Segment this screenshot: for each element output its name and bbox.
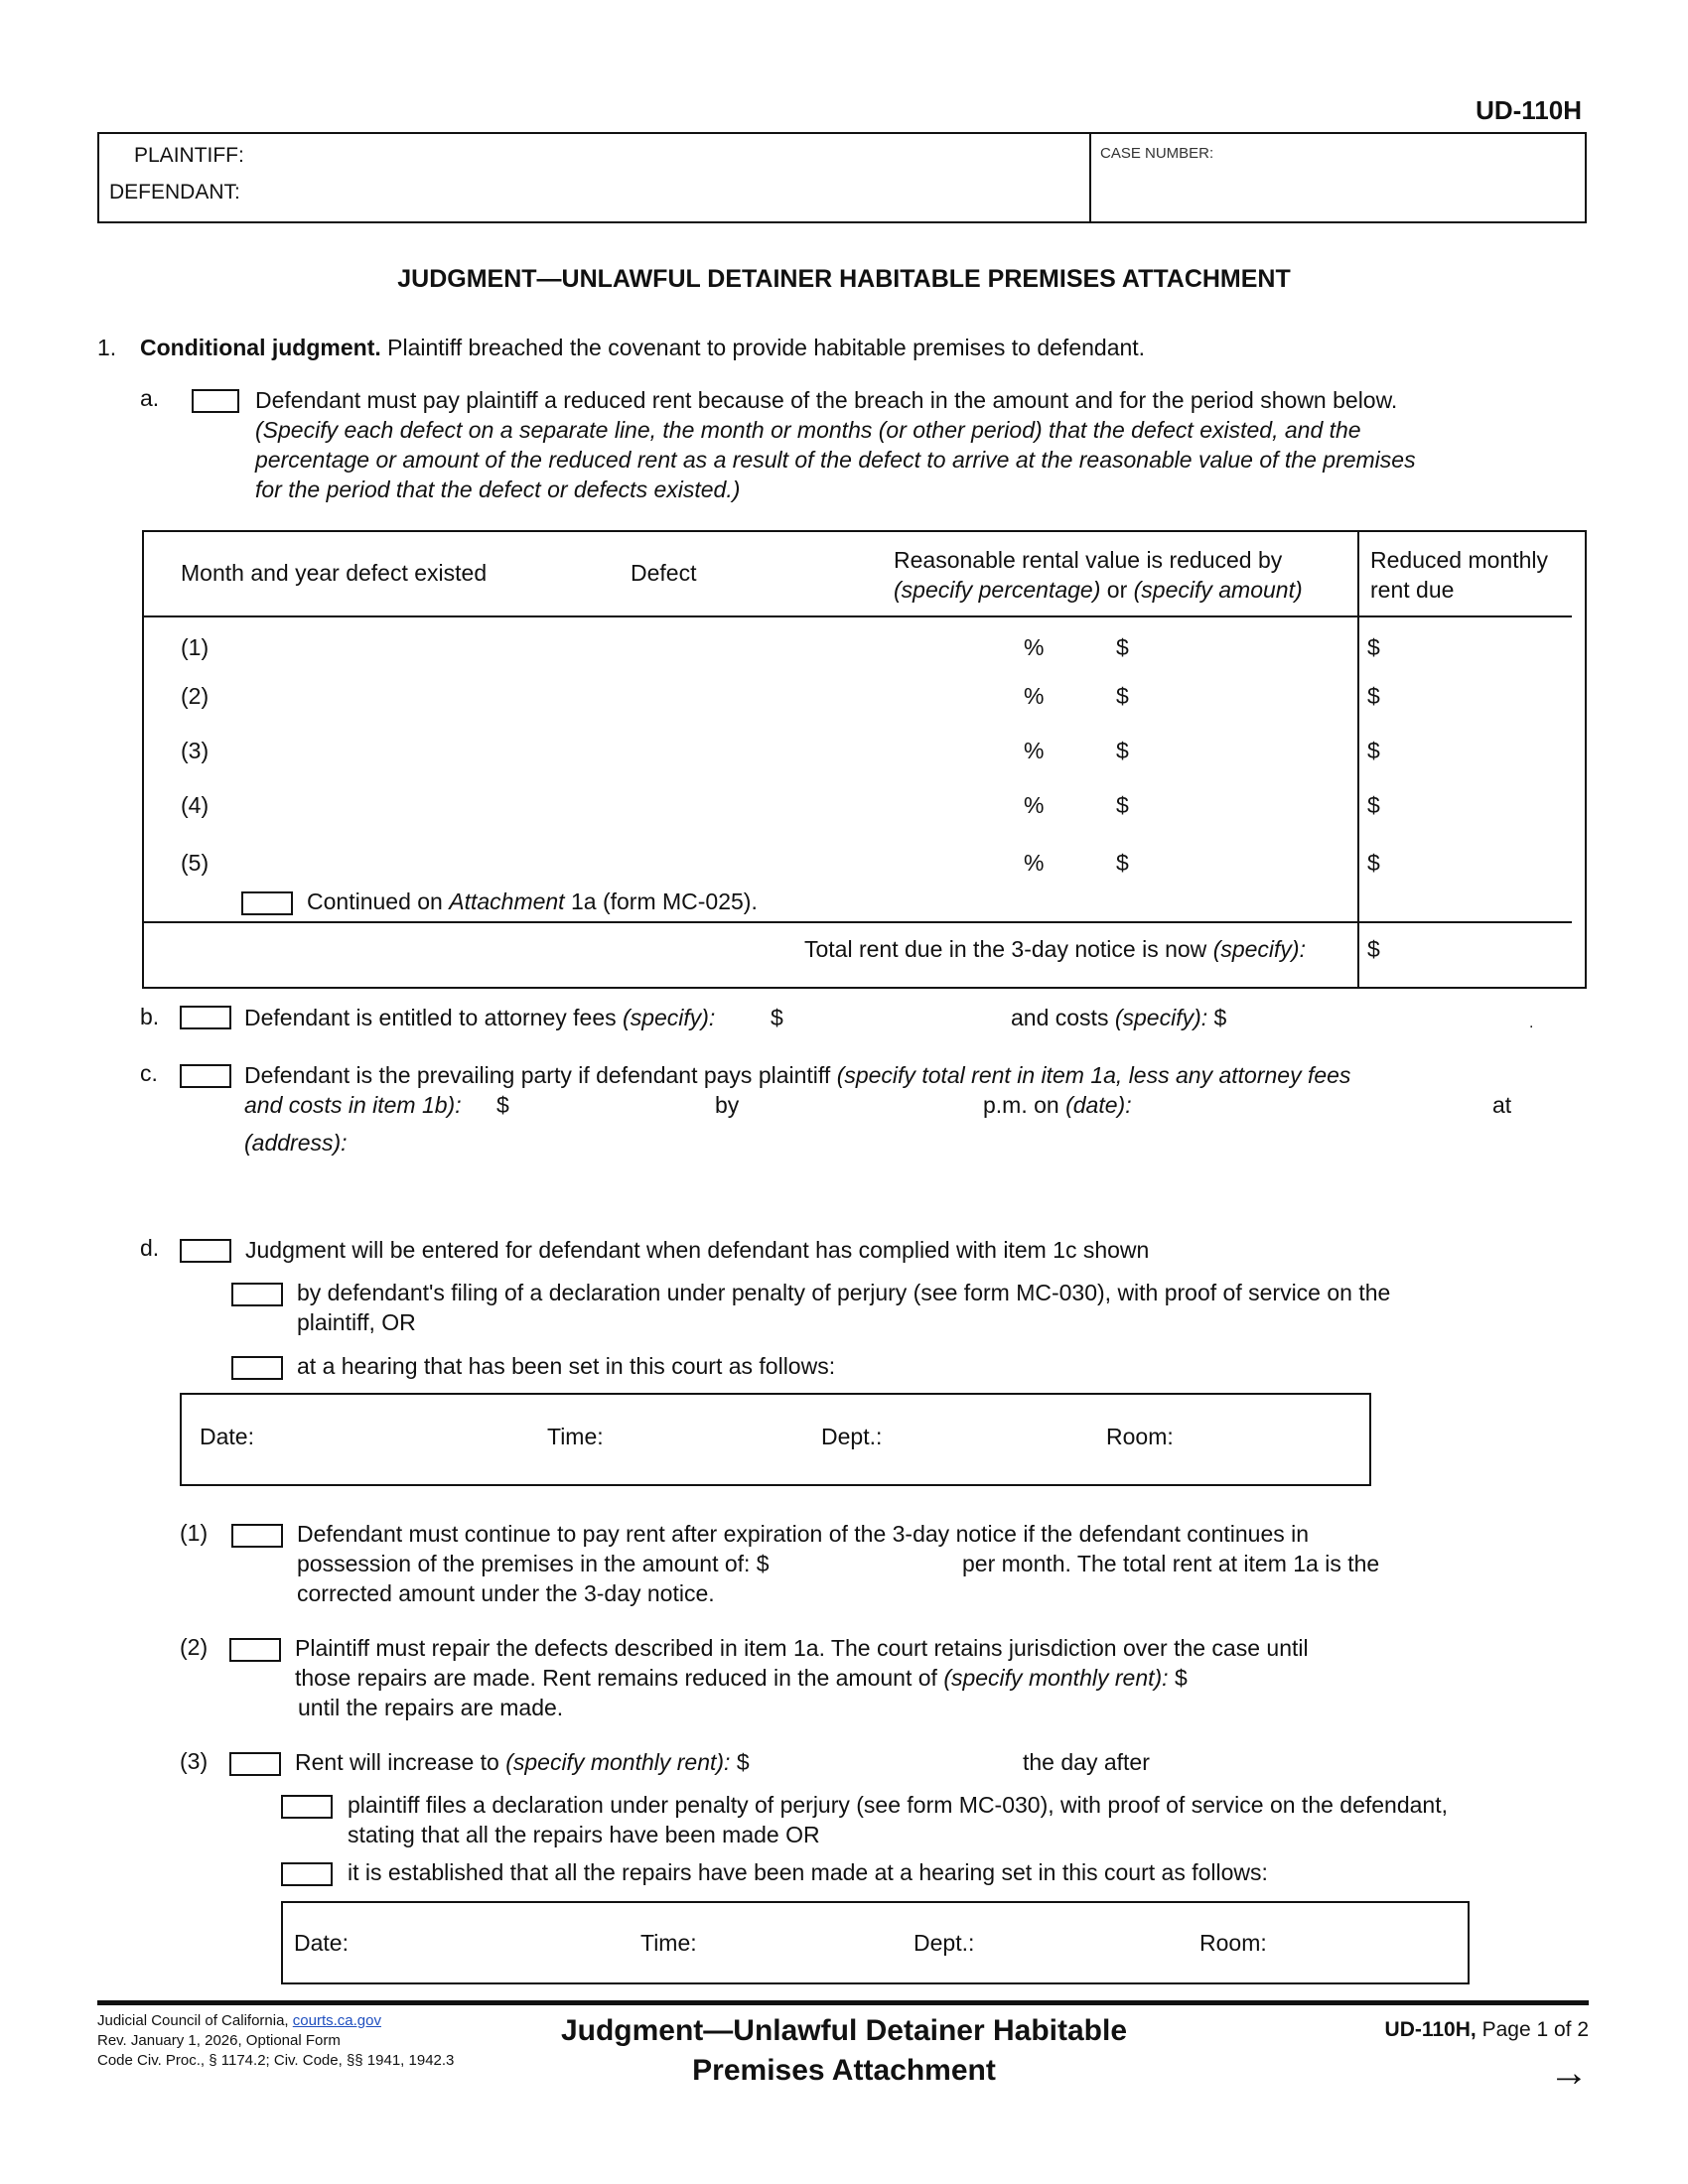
pct-sign: % (1024, 792, 1045, 818)
amount-dollar: $ (1116, 683, 1129, 709)
costs-label (1011, 1003, 1226, 1032)
prevailing-party-text: Defendant is the prevailing party if defendant pays plaintiff (244, 1062, 831, 1088)
col-reduce-amt-label: (specify amount) (1133, 577, 1303, 603)
item-a-instruction-3: for the period that the defect or defects existed.) (255, 477, 741, 502)
item1-number: 1. (97, 335, 117, 360)
item-b-checkbox[interactable] (180, 1006, 231, 1029)
item-c-pm (983, 1090, 1132, 1120)
sub1-line-3: corrected amount under the 3-day notice. (297, 1580, 715, 1606)
footer-title-1: Judgment—Unlawful Detainer Habitable (560, 2014, 1128, 2047)
continued-attachment: Attachment (449, 888, 565, 914)
total-rent-label (804, 934, 1306, 964)
page-title: JUDGMENT—UNLAWFUL DETAINER HABITABLE PREMISES ATTACHMENT (397, 265, 1291, 293)
col-reduce-or: or (1106, 577, 1128, 603)
sub3-increase-text: Rent will increase to (295, 1749, 499, 1775)
sub3-declaration-checkbox[interactable] (281, 1795, 333, 1819)
item-a-instruction-1: (Specify each defect on a separate line, the month or months (or other period) that the defect existed, and the (255, 417, 1361, 443)
col-month-header: Month and year defect existed (181, 560, 488, 586)
rent-dollar: $ (1367, 792, 1380, 818)
footer-page (1385, 2015, 1589, 2045)
row-number: (3) (181, 738, 210, 763)
hearing-2-date-label: Date: (294, 1930, 349, 1956)
col-reduced-header-2: rent due (1370, 577, 1455, 603)
prevailing-party-specify: (specify total rent in item 1a, less any attorney fees (836, 1062, 1351, 1088)
sub3-option-1a: plaintiff files a declaration under penalty of perjury (see form MC-030), with proof of service on the defendant, (348, 1792, 1448, 1818)
hearing-1-time-label: Time: (547, 1424, 604, 1449)
item-c-line-1 (244, 1060, 1350, 1090)
item-c-dollar: $ (496, 1092, 509, 1118)
attorney-fees-label: Defendant is entitled to attorney fees (244, 1005, 617, 1030)
row-number: (4) (181, 792, 210, 818)
plaintiff-label: PLAINTIFF: (134, 144, 244, 167)
col-reduced-header-1: Reduced monthly (1370, 547, 1548, 573)
attorney-fees-specify: (specify): (623, 1005, 716, 1030)
item-c-by: by (715, 1092, 740, 1118)
pm-label: p.m. (983, 1092, 1028, 1118)
sub3-number: (3) (180, 1748, 209, 1774)
col-reduce-header-2 (894, 575, 1303, 605)
case-number-field[interactable] (1094, 161, 1583, 220)
item-c-checkbox[interactable] (180, 1064, 231, 1088)
sub3-hearing-checkbox[interactable] (281, 1862, 333, 1886)
total-rent-specify: (specify): (1212, 936, 1306, 962)
hearing-box-2 (281, 1901, 1470, 1984)
item1-text (140, 333, 1145, 362)
on-label: on (1034, 1092, 1059, 1118)
col-reduce-pct-label: (specify percentage) (894, 577, 1101, 603)
amount-dollar: $ (1116, 850, 1129, 876)
sub2-rent-dollar: $ (1174, 1665, 1188, 1691)
form-id: UD-110H (1476, 95, 1582, 125)
total-rent-dollar: $ (1367, 936, 1380, 962)
amount-dollar: $ (1116, 738, 1129, 763)
costs-text: and costs (1011, 1005, 1109, 1030)
item-d-option-1a: by defendant's filing of a declaration under penalty of perjury (see form MC-030), with proof of service on the (297, 1280, 1391, 1305)
footer-page-number: Page 1 of 2 (1481, 2018, 1589, 2041)
sub1-line-1: Defendant must continue to pay rent after expiration of the 3-day notice if the defendant continues in (297, 1521, 1310, 1547)
footer-title-2: Premises Attachment (692, 2054, 996, 2087)
amount-dollar: $ (1116, 634, 1129, 660)
sub3-option-2: it is established that all the repairs have been made at a hearing set in this court as follows: (348, 1859, 1268, 1885)
footer-council (97, 2011, 381, 2031)
item-d-declaration-checkbox[interactable] (231, 1283, 283, 1306)
item-d-option-1b: plaintiff, OR (297, 1309, 416, 1335)
pct-sign: % (1024, 634, 1045, 660)
hearing-2-time-label: Time: (640, 1930, 697, 1956)
header-divider (1089, 132, 1091, 223)
rent-dollar: $ (1367, 683, 1380, 709)
sub2-number: (2) (180, 1634, 209, 1660)
party-names-field[interactable] (99, 163, 1082, 220)
item-d-checkbox[interactable] (180, 1239, 231, 1263)
total-rent-text: Total rent due in the 3-day notice is now (804, 936, 1207, 962)
pct-sign: % (1024, 850, 1045, 876)
sub1-line-2a: possession of the premises in the amount of: $ (297, 1551, 770, 1576)
col-defect-header: Defect (631, 560, 697, 586)
sub2-rent-specify: (specify monthly rent): (943, 1665, 1169, 1691)
hearing-1-date-label: Date: (200, 1424, 254, 1449)
pct-sign: % (1024, 738, 1045, 763)
item-a-instruction-2: percentage or amount of the reduced rent as a result of the defect to arrive at the reasonable value of the premises (255, 447, 1416, 473)
sub2-line-1: Plaintiff must repair the defects described in item 1a. The court retains jurisdiction over the case until (295, 1635, 1309, 1661)
rent-dollar: $ (1367, 634, 1380, 660)
sub3-increase-dollar: $ (736, 1749, 750, 1775)
rent-dollar: $ (1367, 850, 1380, 876)
footer-courts-link[interactable]: courts.ca.gov (292, 2012, 381, 2029)
attorney-fees-dollar: $ (771, 1005, 783, 1030)
item-d-letter: d. (140, 1235, 160, 1261)
continued-text (307, 887, 758, 916)
item-c-at: at (1492, 1092, 1512, 1118)
sub3-option-1b: stating that all the repairs have been made OR (348, 1822, 820, 1847)
case-number-label: CASE NUMBER: (1100, 145, 1214, 162)
table-total-rule (142, 921, 1572, 923)
hearing-2-dept-label: Dept.: (914, 1930, 975, 1956)
row-number: (2) (181, 683, 210, 709)
hearing-1-dept-label: Dept.: (821, 1424, 883, 1449)
item-a-letter: a. (140, 385, 160, 411)
sub3-day-after: the day after (1023, 1749, 1150, 1775)
footer-rule (97, 2000, 1589, 2005)
sub3-checkbox[interactable] (229, 1752, 281, 1776)
continued-form: 1a (form MC-025). (570, 888, 758, 914)
footer-council-text: Judicial Council of California, (97, 2012, 289, 2029)
item-b-letter: b. (140, 1004, 160, 1029)
footer-form-id: UD-110H, (1384, 2018, 1477, 2041)
amount-dollar: $ (1116, 792, 1129, 818)
item-d-hearing-checkbox[interactable] (231, 1356, 283, 1380)
hearing-2-room-label: Room: (1199, 1930, 1267, 1956)
table-col-divider (1357, 530, 1359, 989)
costs-dollar: $ (1213, 1005, 1227, 1030)
sub1-checkbox[interactable] (231, 1524, 283, 1548)
sub1-line-2b: per month. The total rent at item 1a is the (962, 1551, 1380, 1576)
continued-label: Continued on (307, 888, 443, 914)
costs-specify: (specify): (1114, 1005, 1208, 1030)
item-d-option-2: at a hearing that has been set in this court as follows: (297, 1353, 836, 1379)
item-a-text: Defendant must pay plaintiff a reduced rent because of the breach in the amount and for the period shown below. (255, 387, 1398, 413)
hearing-1-room-label: Room: (1106, 1424, 1174, 1449)
item-c-address: (address): (244, 1130, 348, 1156)
sub3-increase-specify: (specify monthly rent): (505, 1749, 731, 1775)
row-number: (1) (181, 634, 210, 660)
sub2-rent-text: those repairs are made. Rent remains reduced in the amount of (295, 1665, 937, 1691)
item-c-letter: c. (140, 1060, 158, 1086)
row-number: (5) (181, 850, 210, 876)
hearing-box-1 (180, 1393, 1371, 1486)
table-header-rule (142, 615, 1572, 617)
footer-rev: Rev. January 1, 2026, Optional Form (97, 2032, 341, 2049)
item-d-text: Judgment will be entered for defendant when defendant has complied with item 1c shown (245, 1237, 1150, 1263)
item1-heading: Conditional judgment. (140, 335, 381, 360)
costs-period: . (1529, 1015, 1534, 1031)
sub2-line-3: until the repairs are made. (298, 1695, 564, 1720)
sub1-number: (1) (180, 1520, 209, 1546)
item-a-checkbox[interactable] (192, 389, 239, 413)
item1-body: Plaintiff breached the covenant to provide habitable premises to defendant. (387, 335, 1146, 360)
sub2-checkbox[interactable] (229, 1638, 281, 1662)
item-c-line-2: and costs in item 1b): (244, 1092, 462, 1118)
item-b-text (244, 1003, 715, 1032)
defendant-label: DEFENDANT: (109, 181, 240, 204)
date-label: (date): (1065, 1092, 1132, 1118)
sub2-line-2 (295, 1663, 1188, 1693)
rent-dollar: $ (1367, 738, 1380, 763)
continued-checkbox[interactable] (241, 891, 293, 915)
next-page-arrow-icon[interactable]: → (1549, 2051, 1589, 2095)
pct-sign: % (1024, 683, 1045, 709)
sub3-line-1 (295, 1747, 750, 1777)
footer-code: Code Civ. Proc., § 1174.2; Civ. Code, §§ 1941, 1942.3 (97, 2052, 455, 2069)
col-reduce-header-1: Reasonable rental value is reduced by (894, 547, 1283, 573)
